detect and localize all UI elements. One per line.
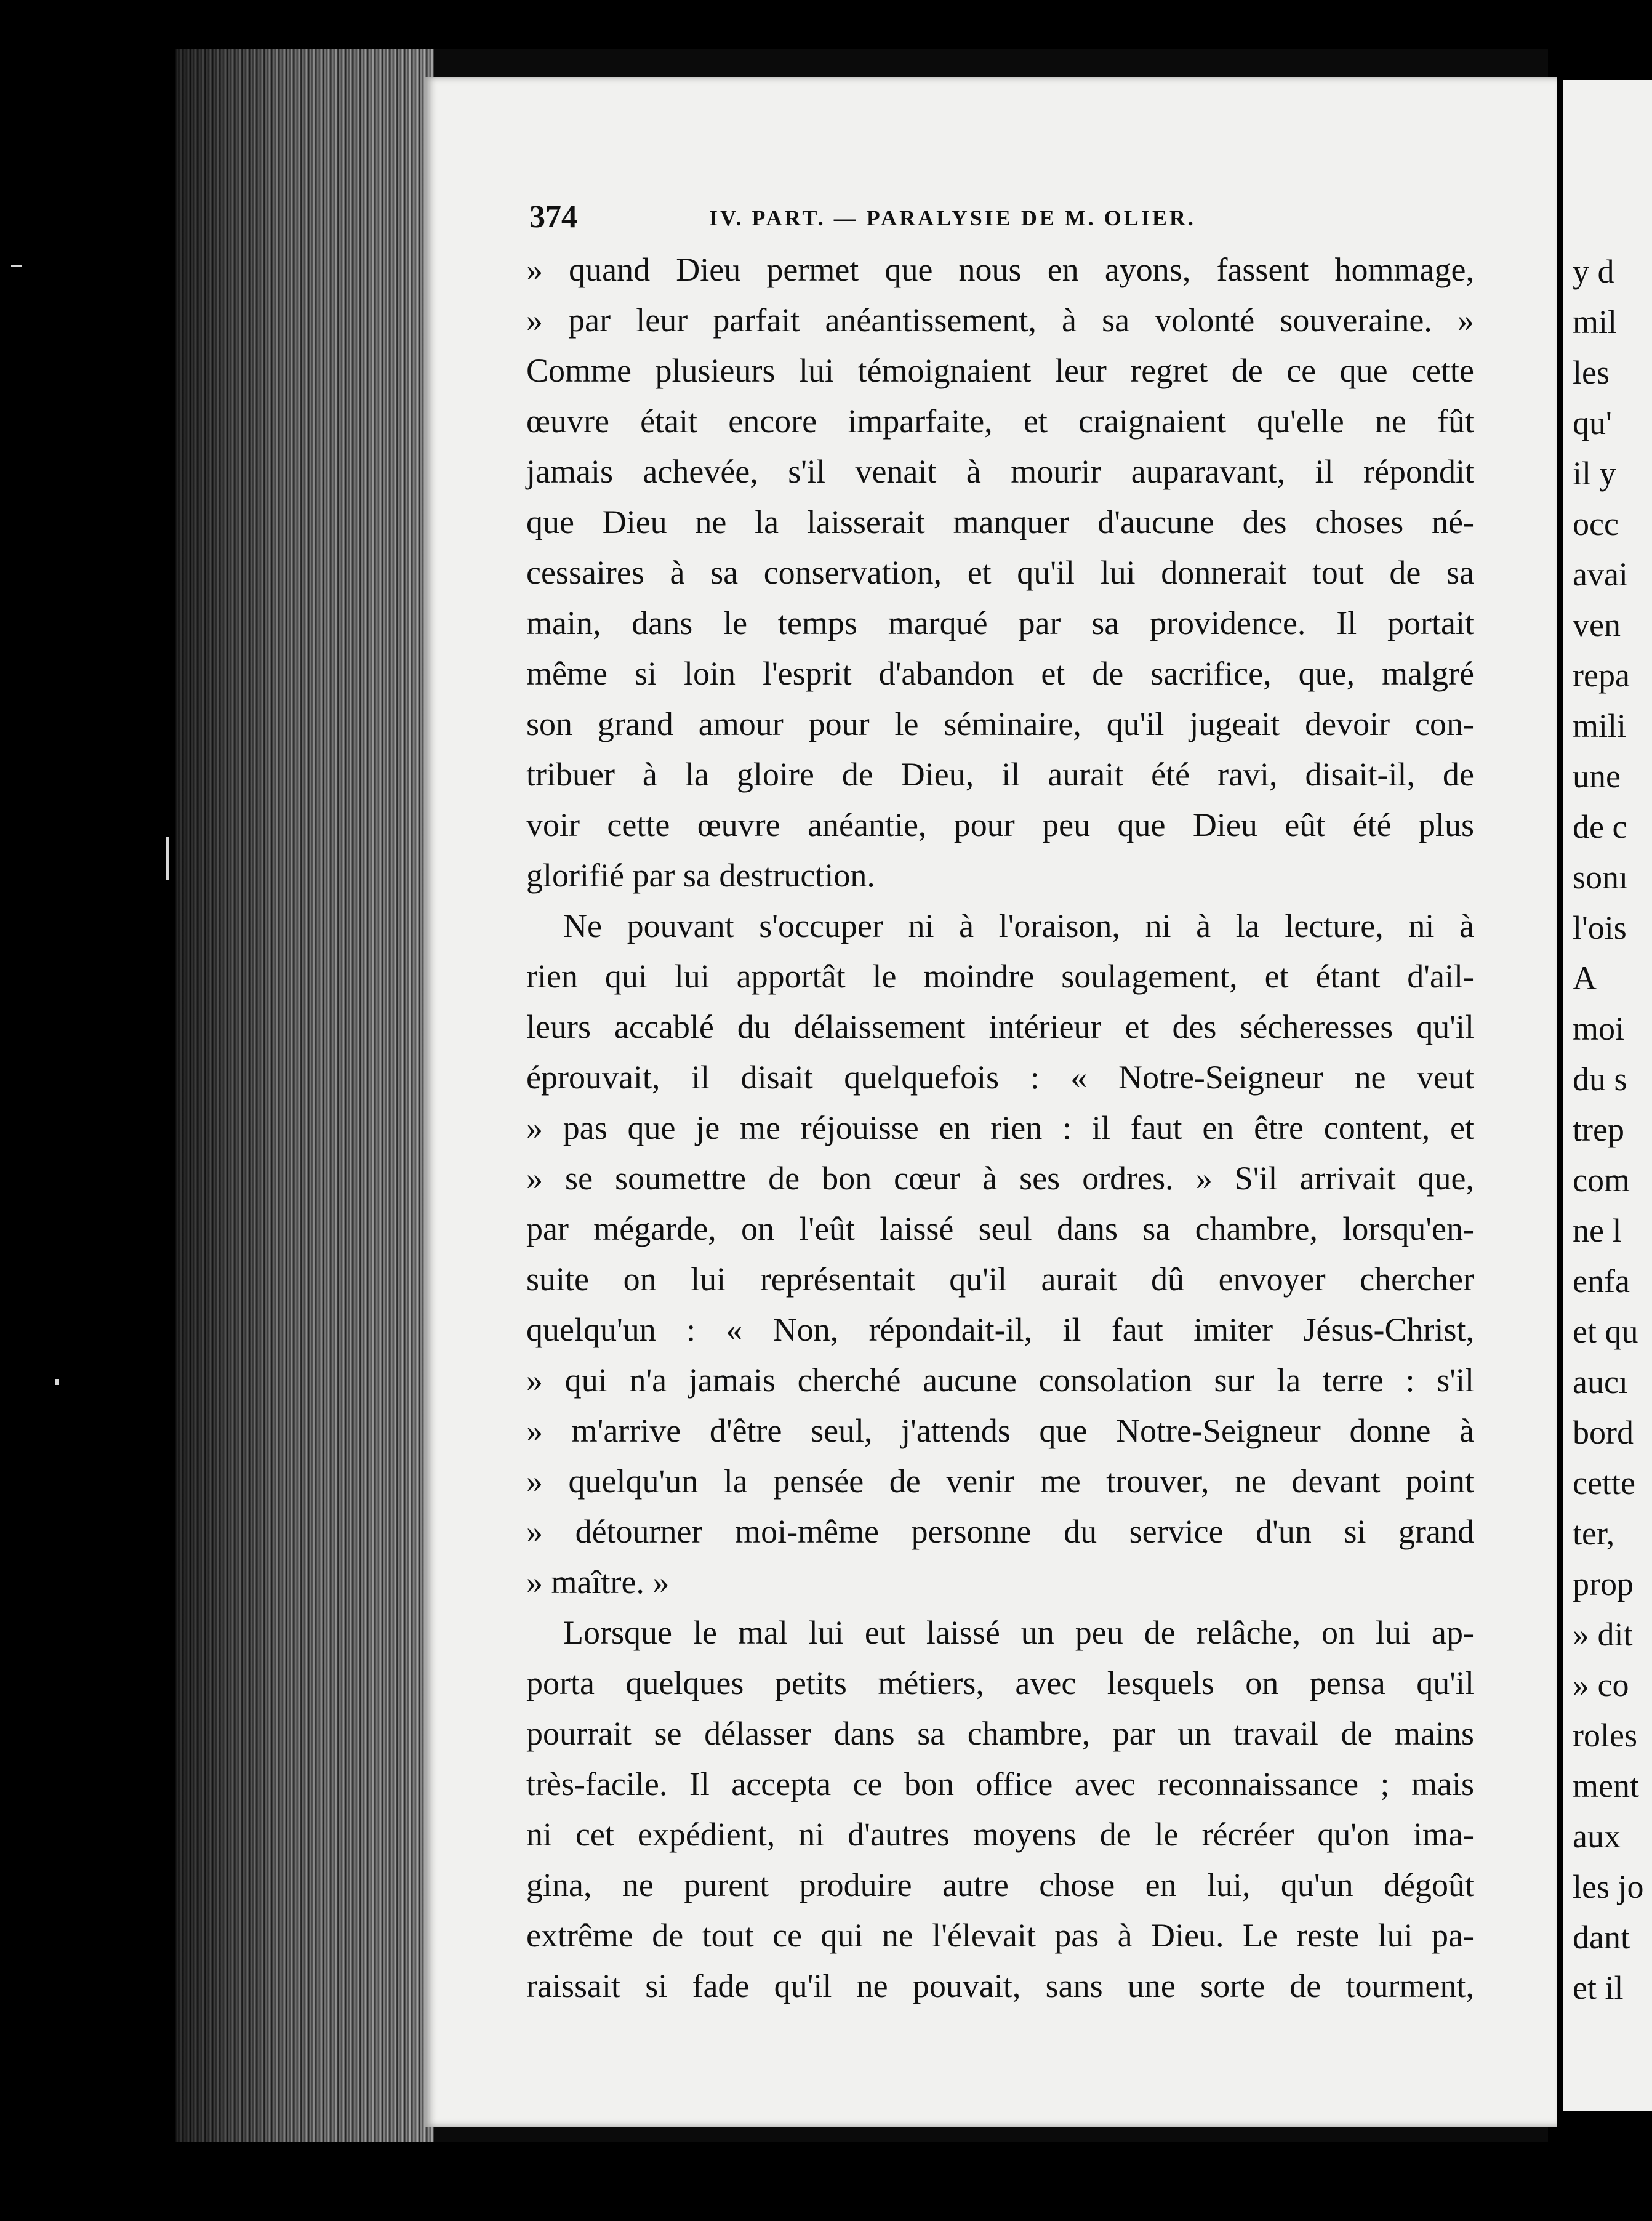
text-line: Lorsque le mal lui eut laissé un peu de relâche, on lui ap- [563,1614,1474,1651]
text-line: jamais achevée, s'il venait à mourir auparavant, il répondit [526,453,1474,490]
scan-mark [11,265,22,267]
text-line: » m'arrive d'être seul, j'attends que Notre-Seigneur donne à [526,1412,1474,1449]
text-line: leurs accablé du délaissement intérieur et des sécheresses qu'il [526,1008,1474,1045]
text-line: son grand amour pour le séminaire, qu'il jugeait devoir con- [526,705,1474,742]
text-line: cessaires à sa conservation, et qu'il lui donnerait tout de sa [526,554,1474,591]
page-number: 374 [529,199,577,235]
fragment-line: mil [1573,303,1618,340]
fragment-line: com [1573,1162,1630,1199]
text-line: glorifié par sa destruction. [526,857,875,894]
page-header [529,199,1293,242]
text-line: » pas que je me réjouisse en rien : il faut en être content, et [526,1109,1474,1146]
running-head: IV. PART. — PARALYSIE DE M. OLIER. [709,206,1196,230]
fragment-line: mili [1573,707,1627,744]
text-line: extrême de tout ce qui ne l'élevait pas à Dieu. Le reste lui pa- [526,1917,1474,1954]
fragment-line: aux [1573,1818,1621,1855]
fragment-line: de c [1573,808,1627,845]
fragment-line: y d [1573,253,1614,290]
text-line: gina, ne purent produire autre chose en lui, qu'un dégoût [526,1866,1474,1903]
text-line: que Dieu ne la laisserait manquer d'aucune des choses né- [526,504,1474,540]
fragment-line: roles [1573,1717,1637,1754]
text-line: pourrait se délasser dans sa chambre, par un travail de mains [526,1715,1474,1752]
text-line: même si loin l'esprit d'abandon et de sacrifice, que, malgré [526,655,1474,692]
fragment-line: et il [1573,1969,1624,2006]
fragment-line: qu' [1573,404,1612,441]
fragment-line: les [1573,354,1610,391]
page-edges-shading [175,49,434,2142]
right-page-text [1573,246,1652,2013]
fragment-line: prop [1573,1565,1634,1602]
fragment-line: cette [1573,1464,1635,1501]
body-text [526,244,1474,2011]
text-line: » qui n'a jamais cherché aucune consolation sur la terre : s'il [526,1362,1474,1399]
fragment-line: aucı [1573,1364,1628,1400]
text-line: ni cet expédient, ni d'autres moyens de le récréer qu'on ima- [526,1816,1474,1853]
fragment-line: ven [1573,606,1621,643]
fragment-line: et qu [1573,1313,1638,1350]
fragment-line: il y [1573,455,1616,492]
text-line: » maître. » [526,1564,670,1600]
text-line: main, dans le temps marqué par sa providence. Il portait [526,604,1474,641]
fragment-line: l'ois [1573,909,1627,946]
text-line: » par leur parfait anéantissement, à sa volonté souveraine. » [526,302,1474,339]
fragment-line: » co [1573,1666,1629,1703]
fragment-line: ment [1573,1767,1639,1804]
text-line: suite on lui représentait qu'il aurait dû envoyer chercher [526,1261,1474,1298]
text-line: œuvre était encore imparfaite, et craignaient qu'elle ne fût [526,403,1474,440]
text-line: Comme plusieurs lui témoignaient leur regret de ce que cette [526,352,1474,389]
text-line: éprouvait, il disait quelquefois : « Notre-Seigneur ne veut [526,1059,1474,1096]
fragment-line: bord [1573,1414,1634,1451]
fragment-line: ter, [1573,1515,1615,1552]
text-line: porta quelques petits métiers, avec lesquels on pensa qu'il [526,1665,1474,1701]
text-line: tribuer à la gloire de Dieu, il aurait été ravi, disait-il, de [526,756,1474,793]
text-line: très-facile. Il accepta ce bon office avec reconnaissance ; mais [526,1765,1474,1802]
fragment-line: » dit [1573,1616,1633,1653]
text-line: » se soumettre de bon cœur à ses ordres. » S'il arrivait que, [526,1160,1474,1197]
text-line: Ne pouvant s'occuper ni à l'oraison, ni à la lecture, ni à [563,907,1474,944]
text-line: par mégarde, on l'eût laissé seul dans sa chambre, lorsqu'en- [526,1210,1474,1247]
fragment-line: ne l [1573,1212,1622,1249]
scan-mark [166,837,169,880]
text-line: raissait si fade qu'il ne pouvait, sans une sorte de tourment, [526,1967,1474,2004]
text-line: » quand Dieu permet que nous en ayons, fassent hommage, [526,251,1474,288]
fragment-line: les jo [1573,1868,1644,1905]
text-line: » détourner moi-même personne du service d'un si grand [526,1513,1474,1550]
text-line: » quelqu'un la pensée de venir me trouver, ne devant point [526,1463,1474,1500]
fragment-line: A [1573,960,1597,997]
fragment-line: dant [1573,1919,1630,1956]
scan-mark [55,1379,59,1385]
fragment-line: sonı [1573,859,1629,896]
fragment-line: repa [1573,657,1630,694]
fragment-line: trep [1573,1111,1624,1148]
fragment-line: occ [1573,505,1619,542]
fragment-line: avai [1573,556,1628,593]
text-line: quelqu'un : « Non, répondait-il, il faut imiter Jésus-Christ, [526,1311,1474,1348]
fragment-line: moi [1573,1010,1625,1047]
text-line: rien qui lui apportât le moindre soulagement, et étant d'ail- [526,958,1474,995]
fragment-line: une [1573,758,1621,795]
fragment-line: du s [1573,1061,1627,1098]
text-line: voir cette œuvre anéantie, pour peu que Dieu eût été plus [526,806,1474,843]
fragment-line: enfa [1573,1263,1630,1299]
